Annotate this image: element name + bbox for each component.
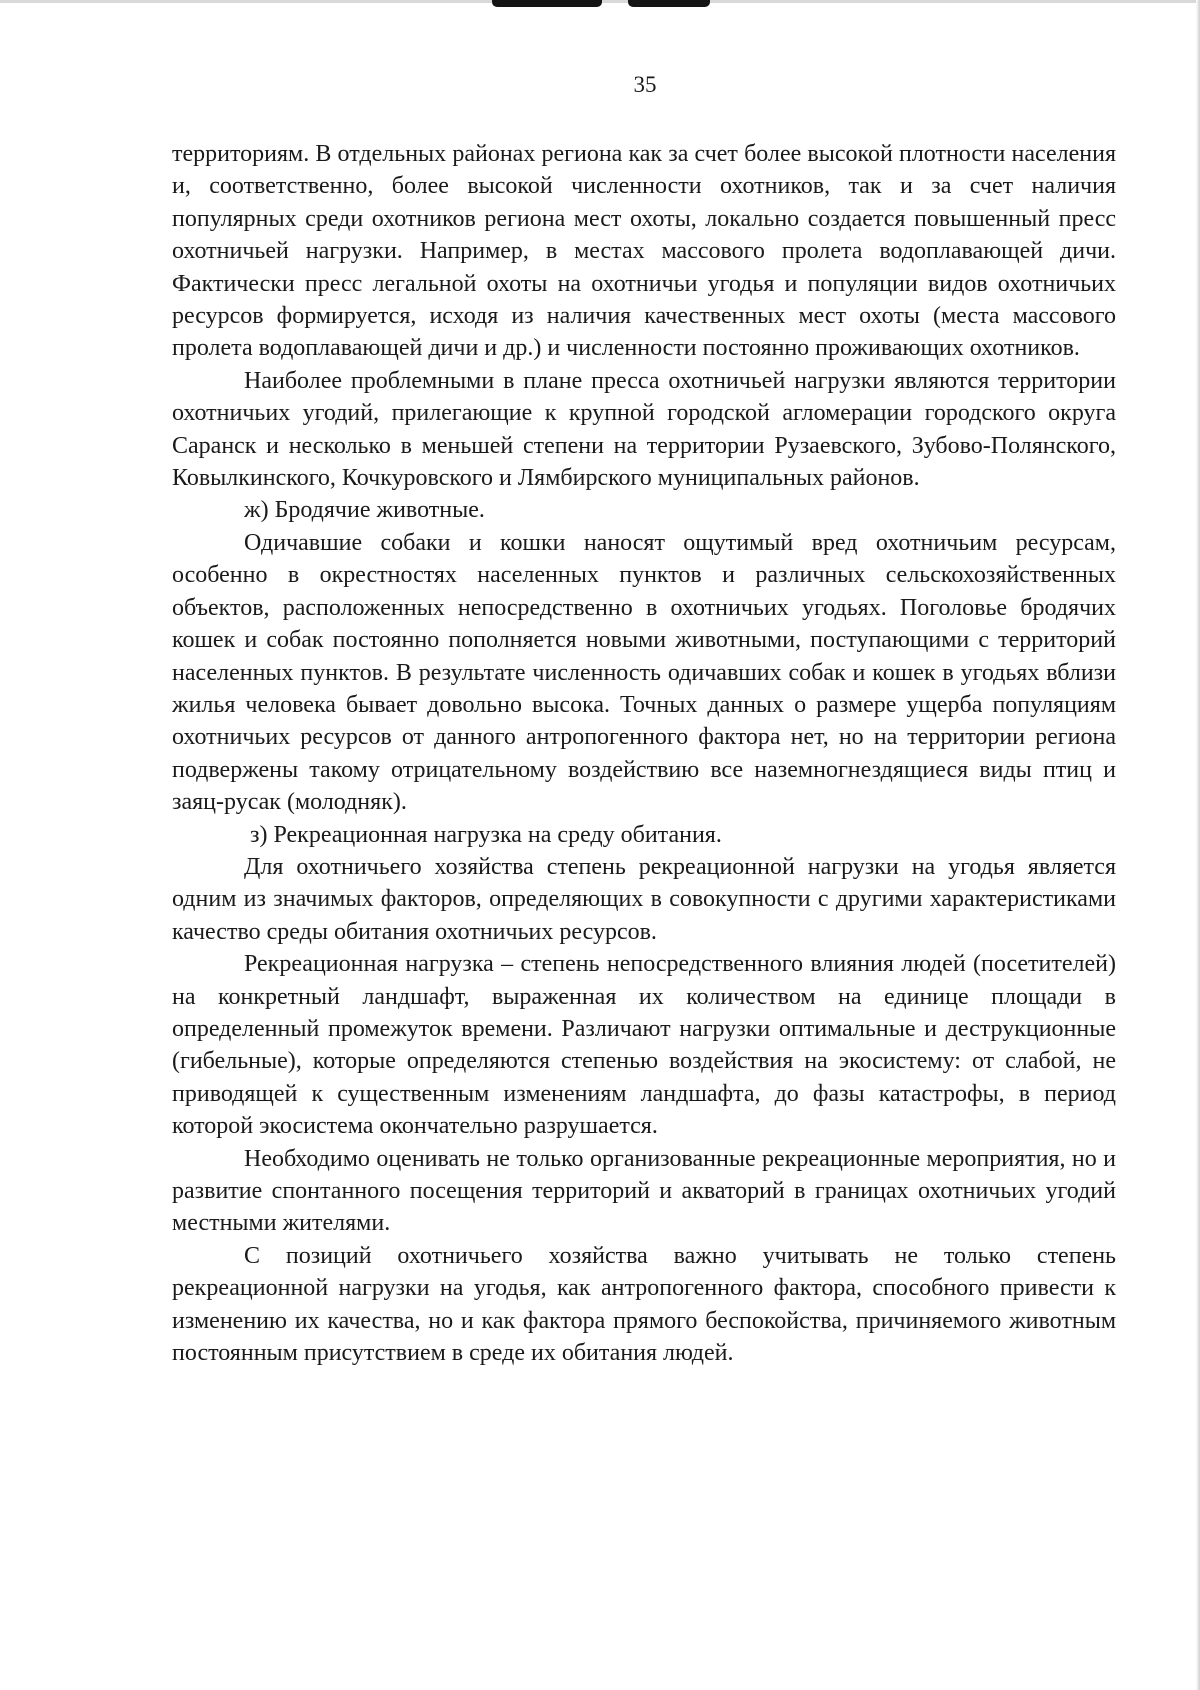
document-body <box>172 138 1116 1369</box>
paragraph-stray-animals: Одичавшие собаки и кошки наносят ощутимый вред охотничьим ресурсам, особенно в окрестностях населенных пунктов и различных сельскохозяйственных объектов, расположенных непосредственно в охотничьих угодьях. Поголовье бродячих кошек и собак постоянно пополняется новыми животными, поступающими с территорий населенных пунктов. В результате численность одичавших собак и кошек в угодьях вблизи жилья человека бывает довольно высока. Точных данных о размере ущерба популяциям охотничьих ресурсов от данного антропогенного фактора нет, но на территории региона подвержены такому отрицательному воздействию все наземногнездящиеся виды птиц и заяц-русак (молодняк). <box>172 529 1116 816</box>
binding-clip-mark <box>628 0 710 7</box>
paragraph-problem-areas: Наиболее проблемными в плане пресса охотничьей нагрузки являются территории охотничьих угодий, прилегающие к крупной городской агломерации городского округа Саранск и несколько в меньшей степени на территории Рузаевского, Зубово-Полянского, Ковылкинского, Кочкуровского и Лямбирского муниципальных районов. <box>172 367 1116 492</box>
page-number: 35 <box>633 72 657 97</box>
section-heading-stray-animals: ж) Бродячие животные. <box>244 497 485 524</box>
paragraph-recreational-definition: Рекреационная нагрузка – степень непосредственного влияния людей (посетителей) на конкретный ландшафт, выраженная их количеством на единице площади в определенный промежуток времени. Различают нагрузки оптимальные и деструкционные (гибельные), которые определяются степенью воздействия на экосистему: от слабой, не приводящей к существенным изменениям ландшафта, до фазы катастрофы, в период которой экосистема окончательно разрушается. <box>172 951 1116 1140</box>
section-heading-recreational-load: з) Рекреационная нагрузка на среду обитания. <box>250 821 722 848</box>
binding-clip-mark <box>492 0 602 7</box>
paragraph-hunting-perspective: С позиций охотничьего хозяйства важно учитывать не только степень рекреационной нагрузки на угодья, как антропогенного фактора, способного привести к изменению их качества, но и как фактора прямого беспокойства, причиняемого животным постоянным присутствием в среде их обитания людей. <box>172 1242 1116 1367</box>
scan-right-edge <box>1196 0 1200 1690</box>
paragraph-recreational-importance: Для охотничьего хозяйства степень рекреационной нагрузки на угодья является одним из значимых факторов, определяющих в совокупности с другими характеристиками качество среды обитания охотничьих ресурсов. <box>172 853 1116 945</box>
paragraph-spontaneous-visits: Необходимо оценивать не только организованные рекреационные мероприятия, но и развитие спонтанного посещения территорий и акваторий в границах охотничьих угодий местными жителями. <box>172 1145 1116 1237</box>
paragraph-continuation: территориям. В отдельных районах региона как за счет более высокой плотности населения и, соответственно, более высокой численности охотников, так и за счет наличия популярных среди охотников региона мест охоты, локально создается повышенный пресс охотничьей нагрузки. Например, в местах массового пролета водоплавающей дичи. Фактически пресс легальной охоты на охотничьи угодья и популяции видов охотничьих ресурсов формируется, исходя из наличия качественных мест охоты (места массового пролета водоплавающей дичи и др.) и численности постоянно проживающих охотников. <box>172 141 1116 362</box>
